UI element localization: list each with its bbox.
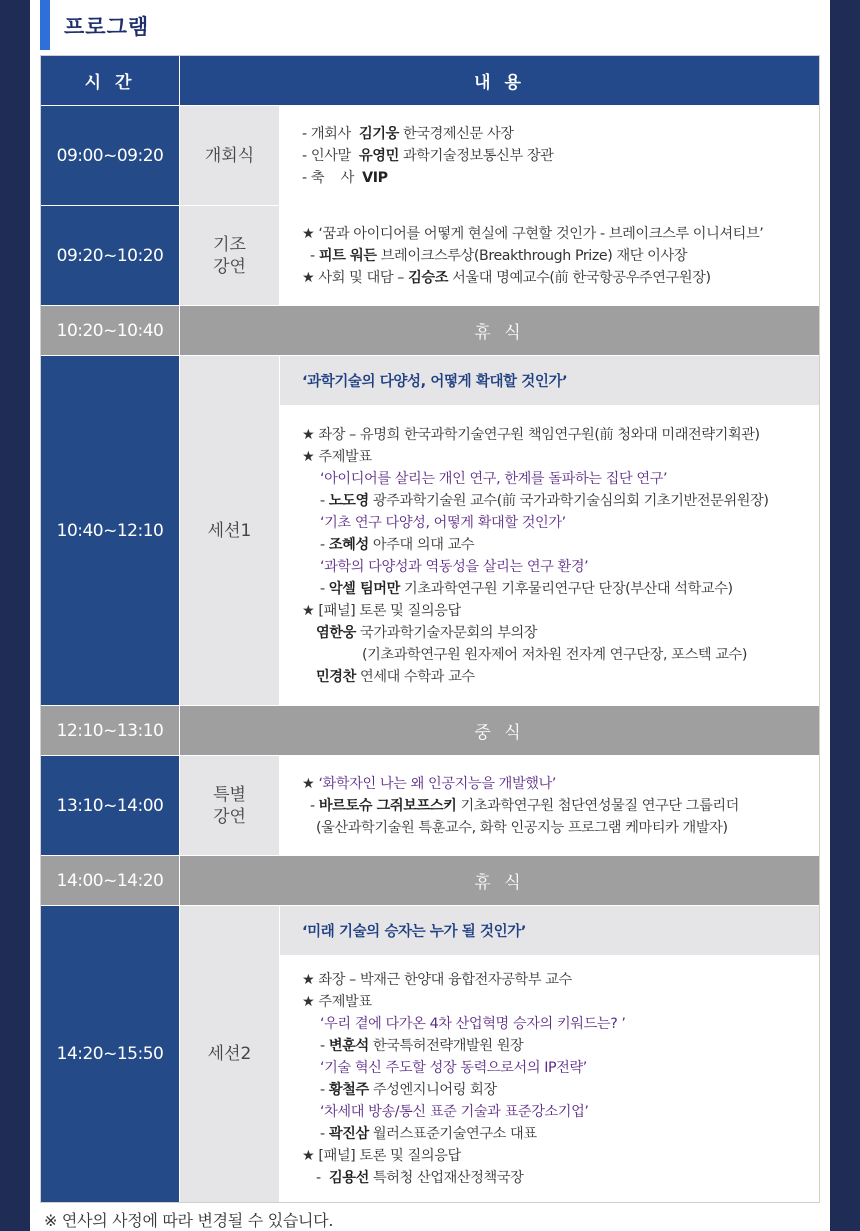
program-sheet [30,0,830,1231]
header-content: 내 용 [180,56,819,105]
panel-member-detail: (기초과학연구원 원자제어 저차원 전자계 연구단장, 포스텍 교수) [362,646,747,663]
panel-member: - 김용선 특허청 산업재산정책국장 [316,1170,524,1186]
talk-title: ‘아이디어를 살리는 개인 연구, 한계를 돌파하는 집단 연구’ [320,470,668,487]
table-row-session1 [41,355,819,705]
time-cell: 13:10~14:00 [41,756,180,855]
special-title: ★ ‘화학자인 나는 왜 인공지능을 개발했나’ [302,775,556,792]
time-cell: 12:10~13:10 [41,706,180,755]
chair-line: ★ 좌장 – 박재근 한양대 융합전자공학부 교수 [302,972,572,988]
content-cell [280,906,819,1202]
table-row-lunch [41,705,819,755]
label-cell: 개회식 [180,106,280,205]
section-title: 프로그램 [64,15,150,39]
talk-speaker: - 변훈석 한국특허전략개발원 원장 [320,1038,524,1054]
section-accent-bar [40,0,50,50]
chair-line: ★ 좌장 – 유명희 한국과학기술연구원 책임연구원(前 청와대 미래전략기획관) [302,426,760,443]
label-line: 강연 [213,806,246,827]
time-cell: 09:00~09:20 [41,106,180,205]
table-row-break [41,305,819,355]
content-cell [280,206,819,305]
talk-title: ‘기술 혁신 주도할 성장 동력으로서의 IP전략’ [320,1060,587,1076]
talk-speaker: - 황철주 주성엔지니어링 회장 [320,1082,497,1098]
session-theme: ‘미래 기술의 승자는 누가 될 것인가’ [280,906,819,956]
talks-heading: ★ 주제발표 [302,448,372,465]
time-cell: 14:00~14:20 [41,856,180,905]
keynote-title: ★ ‘꿈과 아이디어를 어떻게 현실에 구현할 것인가 - 브레이크스루 이니셔티브’ [302,225,764,242]
time-cell: 14:20~15:50 [41,906,180,1202]
label-line: 특별 [213,784,246,805]
session-theme: ‘과학기술의 다양성, 어떻게 확대할 것인가’ [280,356,819,406]
session-details [280,956,819,1202]
content-cell [280,106,819,205]
table-row-keynote [41,205,819,305]
table-row-break [41,855,819,905]
label-cell: 세션2 [180,906,280,1202]
content-cell [280,756,819,855]
special-speaker-detail: (울산과학기술원 특훈교수, 화학 인공지능 프로그램 케마티카 개발자) [316,819,728,836]
talk-title: ‘차세대 방송/통신 표준 기술과 표준강소기업’ [320,1104,589,1120]
break-label: 중 식 [180,706,819,755]
special-speaker: - 바르토슈 그쥐보프스키 기초과학연구원 첨단연성물질 연구단 그룹리더 [310,797,739,814]
keynote-moderator: ★ 사회 및 대담 – 김승조 서울대 명예교수(前 한국항공우주연구원장) [302,269,711,286]
header-time: 시 간 [41,56,180,105]
opening-line: - 개회사 김기웅 한국경제신문 사장 [302,125,514,142]
break-label: 휴 식 [180,856,819,905]
table-row-opening [41,105,819,205]
talk-title: ‘우리 곁에 다가온 4차 산업혁명 승자의 키워드는? ’ [320,1016,626,1032]
break-label: 휴 식 [180,306,819,355]
time-cell: 09:20~10:20 [41,206,180,305]
section-header [40,0,340,50]
table-row-session2 [41,905,819,1202]
talk-title: ‘기초 연구 다양성, 어떻게 확대할 것인가’ [320,514,566,531]
talk-title: ‘과학의 다양성과 역동성을 살리는 연구 환경’ [320,558,589,575]
label-cell: 세션1 [180,356,280,705]
content-cell [280,356,819,705]
program-table [40,55,820,1203]
opening-line: - 축 사 VIP [302,169,388,186]
panel-heading: ★ [패널] 토론 및 질의응답 [302,602,461,619]
panel-heading: ★ [패널] 토론 및 질의응답 [302,1148,461,1164]
talk-speaker: - 악셀 팀머만 기초과학연구원 기후물리연구단 단장(부산대 석학교수) [320,580,733,597]
time-cell: 10:40~12:10 [41,356,180,705]
session-details [280,406,819,705]
label-line: 강연 [213,256,246,277]
panel-member: 염한웅 국가과학기술자문회의 부의장 [316,624,538,641]
talk-speaker: - 노도영 광주과학기술원 교수(前 국가과학기술심의회 기초기반전문위원장) [320,492,769,509]
label-line: 기조 [213,234,246,255]
label-cell [180,756,280,855]
talk-speaker: - 곽진삼 월러스표준기술연구소 대표 [320,1126,537,1142]
time-cell: 10:20~10:40 [41,306,180,355]
panel-member: 민경찬 연세대 수학과 교수 [316,668,475,685]
label-cell [180,206,280,305]
table-header-row [41,56,819,105]
talk-speaker: - 조혜성 아주대 의대 교수 [320,536,475,553]
footnote: ※ 연사의 사정에 따라 변경될 수 있습니다. [44,1211,334,1230]
opening-line: - 인사말 유영민 과학기술정보통신부 장관 [302,147,554,164]
keynote-speaker: - 피트 워든 브레이크스루상(Breakthrough Prize) 재단 이사장 [310,247,688,264]
talks-heading: ★ 주제발표 [302,994,372,1010]
table-row-special [41,755,819,855]
